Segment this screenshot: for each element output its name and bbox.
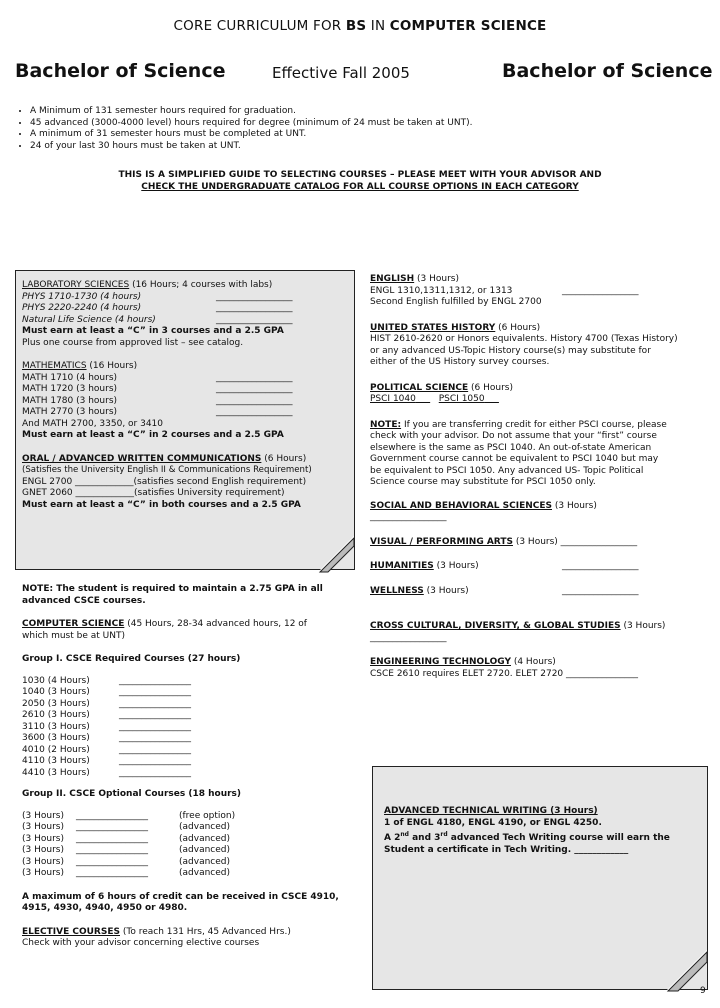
guide-line-1: THIS IS A SIMPLIFIED GUIDE TO SELECTING COURSES – PLEASE MEET WITH YOUR ADVISOR AND bbox=[118, 170, 602, 180]
lab-heading-note: (16 Hours; 4 courses with labs) bbox=[129, 280, 273, 290]
note-psci-line: Science course may substitute for PSCI 1050 only. bbox=[370, 477, 596, 487]
elective-check: Check with your advisor concerning elective courses bbox=[22, 938, 260, 948]
adv-writing-line2a: A 2 bbox=[384, 833, 401, 843]
group2-blank[interactable]: ________________ bbox=[76, 856, 148, 867]
requirement-item: • 24 of your last 30 hours must be taken at UNT. bbox=[30, 141, 658, 153]
lab-blank[interactable]: _________________ bbox=[216, 291, 293, 302]
group1-blank[interactable]: ________________ bbox=[119, 721, 191, 732]
cross-blank[interactable]: _________________ bbox=[370, 632, 447, 643]
math-course: MATH 2770 (3 hours) bbox=[22, 407, 118, 417]
degree-left: Bachelor of Science bbox=[15, 60, 226, 82]
english-heading: ENGLISH bbox=[370, 274, 415, 284]
group1-blank[interactable]: ________________ bbox=[119, 710, 191, 720]
psci-1050[interactable]: PSCI 1050 bbox=[438, 394, 485, 404]
oral-engl: ENGL 2700 _____________(satisfies second English requirement) bbox=[22, 476, 307, 487]
title-prefix: CORE CURRICULUM FOR bbox=[173, 18, 346, 34]
group2-hours: (3 Hours) bbox=[22, 845, 64, 855]
lab-blank[interactable]: _________________ bbox=[216, 303, 293, 313]
ushistory-heading-note: (6 Hours) bbox=[495, 322, 541, 333]
group2-hours: (3 Hours) bbox=[22, 856, 64, 867]
group2-blank[interactable]: ________________ bbox=[76, 810, 148, 821]
adv-writing-content bbox=[384, 806, 702, 856]
group1-course: 4410 (3 Hours) bbox=[22, 767, 90, 778]
oral-gpa: Must earn at least a “C” in both courses and a 2.5 GPA bbox=[22, 499, 301, 510]
note-psci-line: Government course cannot be equivalent to PSCI 1040 but may bbox=[370, 454, 659, 464]
right-column bbox=[370, 274, 708, 680]
group1-title: Group I. CSCE Required Courses (27 hours) bbox=[22, 654, 241, 664]
adv-writing-sup2: rd bbox=[440, 831, 448, 838]
cs-heading: COMPUTER SCIENCE bbox=[22, 619, 125, 629]
group2-hours: (3 Hours) bbox=[22, 822, 64, 832]
english-blank[interactable]: _________________ bbox=[562, 285, 639, 296]
english-course: ENGL 1310,1311,1312, or 1313 bbox=[370, 285, 513, 296]
cs-heading-note-2: which must be at UNT) bbox=[22, 630, 125, 641]
polisci-heading-note: (6 Hours) bbox=[468, 382, 513, 393]
lab-course: PHYS 1710-1730 (4 hours) bbox=[22, 291, 142, 302]
adv-writing-line1: 1 of ENGL 4180, ENGL 4190, or ENGL 4250. bbox=[384, 817, 602, 828]
page-header bbox=[0, 18, 720, 34]
adv-writing-line2b: and 3 bbox=[408, 833, 441, 843]
wellness-heading-note: (3 Hours) bbox=[423, 585, 469, 596]
group1-course: 1030 (4 Hours) bbox=[22, 675, 90, 686]
oral-heading-note: (6 Hours) bbox=[261, 453, 307, 464]
group2-tag: (free option) bbox=[179, 810, 236, 821]
oral-gnet: GNET 2060 _____________(satisfies University requirement) bbox=[22, 488, 285, 498]
engtech-heading: ENGINEERING TECHNOLOGY bbox=[370, 657, 511, 667]
group2-hours: (3 Hours) bbox=[22, 810, 64, 821]
math-and: And MATH 2700, 3350, or 3410 bbox=[22, 418, 164, 429]
ushistory-line: or any advanced US-Topic History course(s) may substitute for bbox=[370, 345, 651, 356]
adv-writing-heading: ADVANCED TECHNICAL WRITING (3 Hours) bbox=[384, 806, 598, 816]
visual-heading: VISUAL / PERFORMING ARTS bbox=[370, 536, 513, 547]
cross-heading: CROSS CULTURAL, DIVERSITY, & GLOBAL STUDIES bbox=[370, 621, 621, 631]
effective-date: Effective Fall 2005 bbox=[272, 64, 410, 82]
csce-note-2: advanced CSCE courses. bbox=[22, 595, 146, 606]
requirements-list bbox=[18, 106, 658, 152]
group1-blank[interactable]: ________________ bbox=[119, 687, 191, 697]
social-heading-note: (3 Hours) bbox=[552, 500, 597, 511]
csce-note-1: NOTE: The student is required to maintain a 2.75 GPA in all bbox=[22, 584, 323, 594]
math-blank[interactable]: _________________ bbox=[216, 384, 293, 394]
group2-hours: (3 Hours) bbox=[22, 868, 64, 878]
math-course: MATH 1710 (4 hours) bbox=[22, 372, 118, 383]
humanities-blank[interactable]: _________________ bbox=[562, 561, 639, 571]
max-credit-2: 4915, 4930, 4940, 4950 or 4980. bbox=[22, 903, 188, 913]
math-course: MATH 1720 (3 hours) bbox=[22, 384, 118, 394]
group1-blank[interactable]: ________________ bbox=[119, 698, 191, 709]
group2-tag: (advanced) bbox=[179, 845, 230, 855]
group1-course: 2050 (3 Hours) bbox=[22, 698, 90, 709]
requirement-item: • A minimum of 31 semester hours must be completed at UNT. bbox=[30, 129, 658, 141]
group1-course: 3600 (3 Hours) bbox=[22, 733, 90, 743]
page-number: 9 bbox=[700, 986, 706, 996]
humanities-heading: HUMANITIES bbox=[370, 561, 434, 571]
math-gpa: Must earn at least a “C” in 2 courses and a 2.5 GPA bbox=[22, 430, 284, 440]
group1-blank[interactable]: ________________ bbox=[119, 767, 191, 778]
wellness-blank[interactable]: _________________ bbox=[562, 585, 639, 596]
note-psci-line: elsewhere is the same as PSCI 1040. An out-of-state American bbox=[370, 442, 652, 453]
math-blank[interactable]: _________________ bbox=[216, 407, 293, 417]
group1-blank[interactable]: ________________ bbox=[119, 744, 191, 755]
group2-tag: (advanced) bbox=[179, 833, 230, 844]
note-psci-line: check with your advisor. Do not assume that your “first” course bbox=[370, 431, 657, 441]
humanities-heading-note: (3 Hours) bbox=[433, 561, 479, 571]
adv-writing-line2c: advanced Tech Writing course will earn the bbox=[447, 833, 670, 843]
math-course: MATH 1780 (3 hours) bbox=[22, 395, 118, 406]
group2-blank[interactable]: ________________ bbox=[76, 845, 148, 855]
engtech-heading-note: (4 Hours) bbox=[510, 657, 556, 667]
group1-blank[interactable]: ________________ bbox=[119, 733, 191, 743]
english-second: Second English fulfilled by ENGL 2700 bbox=[370, 297, 542, 307]
lab-course: Natural Life Science (4 hours) bbox=[22, 314, 156, 325]
group2-tag: (advanced) bbox=[179, 822, 230, 832]
box-curl-left bbox=[318, 536, 358, 576]
group1-course: 4010 (2 Hours) bbox=[22, 744, 90, 755]
visual-heading-note: (3 Hours) bbox=[512, 536, 561, 547]
note-psci-line: be equivalent to PSCI 1050. Any advanced US- Topic Political bbox=[370, 465, 644, 476]
math-blank[interactable]: _________________ bbox=[216, 395, 293, 406]
science-math-content bbox=[22, 280, 358, 511]
group1-course: 3110 (3 Hours) bbox=[22, 721, 90, 732]
lab-course: PHYS 2220-2240 (4 hours) bbox=[22, 303, 142, 313]
visual-blank[interactable]: _________________ bbox=[560, 536, 638, 547]
social-blank[interactable]: _________________ bbox=[370, 512, 447, 522]
lab-plus: Plus one course from approved list – see catalog. bbox=[22, 337, 244, 348]
group2-title: Group II. CSCE Optional Courses (18 hours) bbox=[22, 789, 242, 799]
math-heading-note: (16 Hours) bbox=[86, 361, 138, 371]
max-credit-1: A maximum of 6 hours of credit can be received in CSCE 4910, bbox=[22, 891, 339, 902]
psci-1040[interactable]: PSCI 1040 bbox=[370, 394, 416, 404]
adv-writing-line3: Student a certificate in Tech Writing. ____________ bbox=[384, 844, 629, 855]
lab-gpa: Must earn at least a “C” in 3 courses and a 2.5 GPA bbox=[22, 326, 284, 336]
oral-heading: ORAL / ADVANCED WRITTEN COMMUNICATIONS bbox=[22, 453, 262, 464]
ushistory-heading: UNITED STATES HISTORY bbox=[370, 322, 496, 333]
math-blank[interactable]: _________________ bbox=[216, 372, 293, 383]
title-mid: IN bbox=[366, 18, 390, 34]
group2-tag: (advanced) bbox=[179, 868, 230, 878]
left-column bbox=[22, 584, 362, 950]
adv-writing-box bbox=[372, 766, 708, 990]
engtech-line: CSCE 2610 requires ELET 2720. ELET 2720 ________________ bbox=[370, 668, 639, 679]
group2-blank[interactable]: ________________ bbox=[76, 868, 148, 878]
oral-note: (Satisfies the University English II & Communications Requirement) bbox=[22, 465, 312, 475]
group1-course: 1040 (3 Hours) bbox=[22, 687, 90, 697]
wellness-heading: WELLNESS bbox=[370, 585, 424, 596]
polisci-heading: POLITICAL SCIENCE bbox=[370, 382, 469, 393]
group2-tag: (advanced) bbox=[179, 856, 230, 867]
guide-line-2: CHECK THE UNDERGRADUATE CATALOG FOR ALL COURSE OPTIONS IN EACH CATEGORY bbox=[141, 181, 579, 192]
ushistory-line: either of the US History survey courses. bbox=[370, 357, 550, 367]
group1-blank[interactable]: ________________ bbox=[119, 675, 191, 686]
title-bs: BS bbox=[345, 18, 367, 34]
note-psci-label: NOTE: bbox=[370, 419, 402, 430]
english-heading-note: (3 Hours) bbox=[414, 274, 460, 284]
cs-heading-note-1: (45 Hours, 28-34 advanced hours, 12 of bbox=[124, 619, 307, 629]
degree-right: Bachelor of Science bbox=[502, 60, 713, 82]
group2-blank[interactable]: ________________ bbox=[76, 822, 148, 832]
ushistory-line: HIST 2610-2620 or Honors equivalents. History 4700 (Texas History) bbox=[370, 334, 678, 344]
group1-blank[interactable]: ________________ bbox=[119, 756, 191, 766]
adv-writing-sup1: nd bbox=[400, 831, 409, 838]
group1-course: 2610 (3 Hours) bbox=[22, 710, 90, 720]
group1-course: 4110 (3 Hours) bbox=[22, 756, 90, 766]
cross-heading-note: (3 Hours) bbox=[620, 621, 666, 631]
math-heading: MATHEMATICS bbox=[22, 361, 87, 371]
guide-note bbox=[0, 170, 720, 193]
elective-heading-note: (To reach 131 Hrs, 45 Advanced Hrs.) bbox=[119, 926, 291, 937]
lab-blank[interactable]: _________________ bbox=[216, 314, 293, 325]
elective-heading: ELECTIVE COURSES bbox=[22, 926, 120, 937]
group2-blank[interactable]: ________________ bbox=[76, 833, 148, 844]
group2-hours: (3 Hours) bbox=[22, 833, 64, 844]
lab-heading: LABORATORY SCIENCES bbox=[22, 280, 130, 290]
social-heading: SOCIAL AND BEHAVIORAL SCIENCES bbox=[370, 500, 552, 511]
requirement-item: • 45 advanced (3000-4000 level) hours required for degree (minimum of 24 must be taken at UNT). bbox=[30, 118, 658, 130]
requirement-item: • A Minimum of 131 semester hours required for graduation. bbox=[30, 106, 658, 118]
title-cs: COMPUTER SCIENCE bbox=[389, 18, 547, 34]
note-psci-line: If you are transferring credit for either PSCI course, please bbox=[401, 419, 667, 430]
